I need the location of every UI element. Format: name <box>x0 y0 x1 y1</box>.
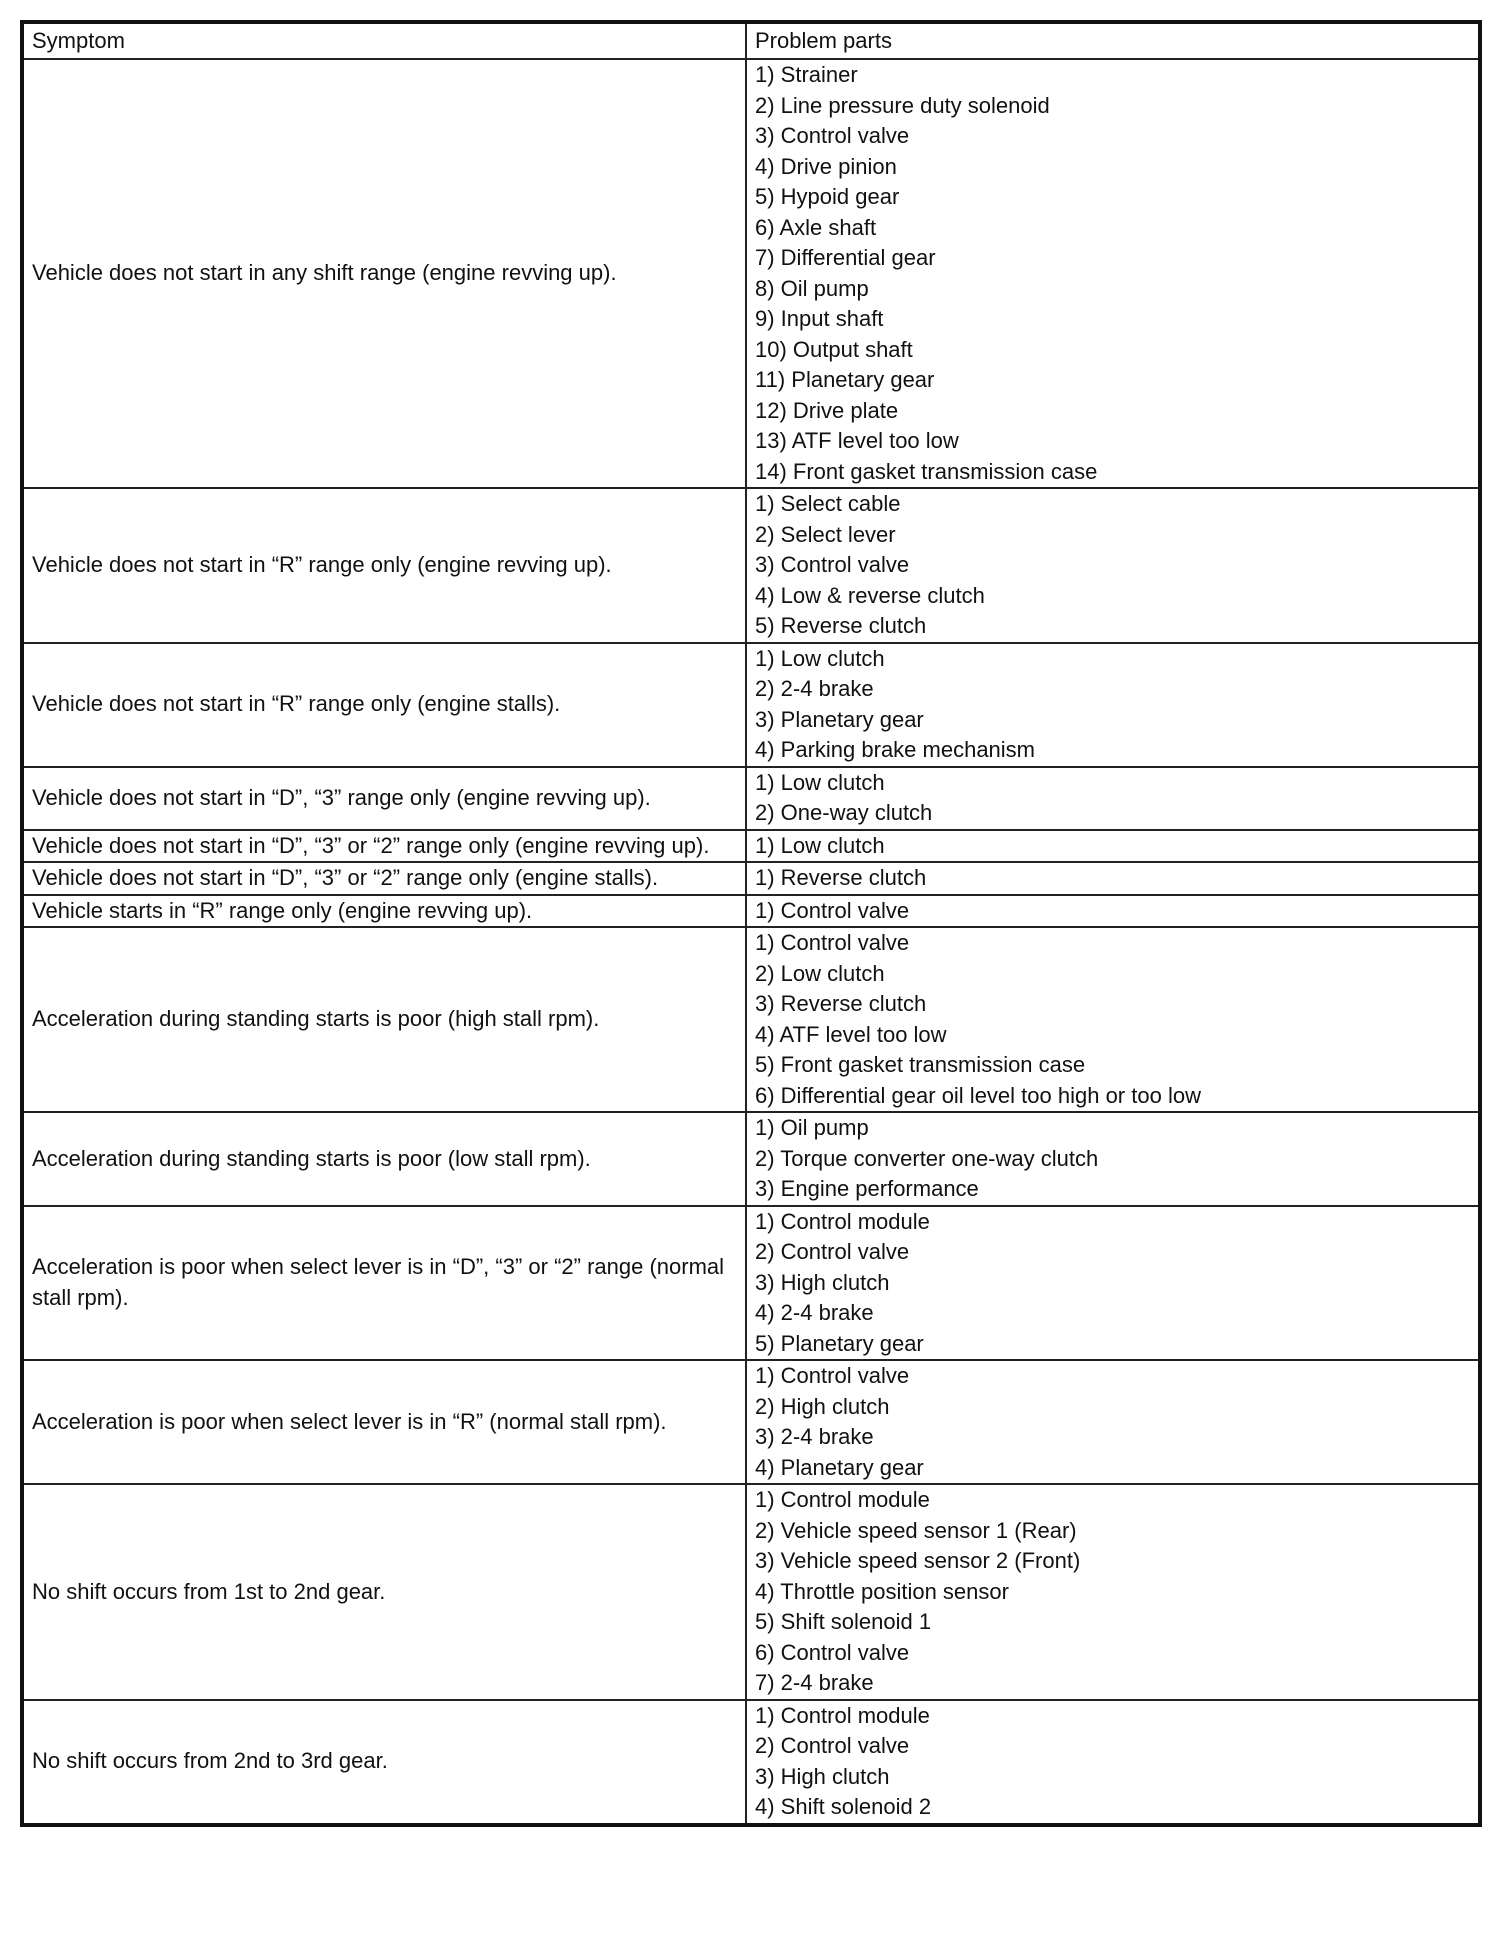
table-row <box>22 643 1480 767</box>
table-row <box>22 895 1480 928</box>
problem-part-item: 3) Control valve <box>755 552 910 577</box>
problem-parts-cell <box>746 59 1480 488</box>
problem-part-item: 4) ATF level too low <box>755 1021 947 1047</box>
problem-part-item: 3) Engine performance <box>755 1176 979 1201</box>
problem-parts-cell <box>746 1112 1480 1206</box>
problem-part-item: 4) Low & reverse clutch <box>755 582 985 608</box>
problem-part-item: 5) Front gasket transmission case <box>755 1052 1086 1077</box>
problem-part-item: 2) One-way clutch <box>755 800 933 825</box>
table-row <box>22 59 1480 488</box>
problem-part-item: 3) Reverse clutch <box>755 991 927 1016</box>
problem-parts-cell <box>746 862 1480 895</box>
problem-parts-cell <box>746 643 1480 767</box>
problem-part-item: 3) Vehicle speed sensor 2 (Front) <box>755 1548 1081 1573</box>
symptom-cell: Vehicle does not start in “D”, “3” range only (engine revving up). <box>22 767 746 830</box>
troubleshooting-table <box>20 20 1482 1827</box>
problem-part-item: 1) Low clutch <box>755 832 885 858</box>
symptom-cell: Vehicle does not start in “D”, “3” or “2” range only (engine stalls). <box>22 862 746 895</box>
problem-part-item: 13) ATF level too low <box>755 428 959 453</box>
problem-part-item: 7) 2-4 brake <box>755 1670 874 1695</box>
problem-parts-cell <box>746 927 1480 1112</box>
problem-part-item: 3) Planetary gear <box>755 706 924 732</box>
table-row <box>22 488 1480 643</box>
symptom-cell: No shift occurs from 1st to 2nd gear. <box>22 1484 746 1700</box>
table-row <box>22 1700 1480 1825</box>
problem-part-item: 1) Oil pump <box>755 1115 869 1140</box>
symptom-column-header: Symptom <box>22 22 746 59</box>
problem-part-item: 1) Control valve <box>755 930 910 955</box>
table-body <box>22 59 1480 1825</box>
problem-part-item: 3) High clutch <box>755 1763 890 1789</box>
problem-part-item: 3) Control valve <box>755 123 910 148</box>
problem-parts-cell <box>746 1206 1480 1361</box>
symptom-cell: Acceleration during standing starts is poor (high stall rpm). <box>22 927 746 1112</box>
symptom-cell: Acceleration during standing starts is poor (low stall rpm). <box>22 1112 746 1206</box>
problem-part-item: 2) Control valve <box>755 1733 910 1758</box>
problem-part-item: 1) Control module <box>755 1208 930 1234</box>
problem-part-item: 5) Reverse clutch <box>755 613 927 638</box>
table-row <box>22 1206 1480 1361</box>
problem-part-item: 12) Drive plate <box>755 397 899 423</box>
problem-part-item: 4) Parking brake mechanism <box>755 737 1036 762</box>
symptom-cell: Vehicle does not start in “R” range only (engine revving up). <box>22 488 746 643</box>
problem-part-item: 14) Front gasket transmission case <box>755 458 1098 484</box>
problem-part-item: 1) Strainer <box>755 62 858 87</box>
problem-part-item: 2) Torque converter one-way clutch <box>755 1145 1099 1171</box>
problem-part-item: 5) Hypoid gear <box>755 184 900 209</box>
problem-part-item: 7) Differential gear <box>755 245 936 270</box>
table-row <box>22 1484 1480 1700</box>
problem-parts-cell <box>746 895 1480 928</box>
problem-part-item: 1) Reverse clutch <box>755 865 927 890</box>
problem-part-item: 1) Control valve <box>755 897 910 923</box>
table-row <box>22 767 1480 830</box>
symptom-cell: Vehicle does not start in “R” range only (engine stalls). <box>22 643 746 767</box>
problem-part-item: 2) 2-4 brake <box>755 676 874 701</box>
problem-part-item: 8) Oil pump <box>755 275 869 301</box>
table-row <box>22 927 1480 1112</box>
problem-part-item: 6) Axle shaft <box>755 214 877 240</box>
symptom-cell: Acceleration is poor when select lever is in “R” (normal stall rpm). <box>22 1360 746 1484</box>
problem-part-item: 1) Low clutch <box>755 769 885 795</box>
problem-part-item: 2) Low clutch <box>755 960 885 986</box>
problem-part-item: 2) Control valve <box>755 1239 910 1264</box>
problem-parts-cell <box>746 1360 1480 1484</box>
table-row <box>22 1360 1480 1484</box>
table-row <box>22 1112 1480 1206</box>
symptom-cell: Vehicle does not start in any shift range (engine revving up). <box>22 59 746 488</box>
problem-parts-cell <box>746 1484 1480 1700</box>
problem-part-item: 1) Control module <box>755 1487 930 1512</box>
problem-part-item: 2) Vehicle speed sensor 1 (Rear) <box>755 1517 1077 1543</box>
problem-parts-cell <box>746 1700 1480 1825</box>
problem-parts-cell <box>746 767 1480 830</box>
problem-part-item: 6) Control valve <box>755 1639 910 1665</box>
problem-part-item: 1) Control valve <box>755 1363 910 1388</box>
problem-part-item: 10) Output shaft <box>755 336 913 362</box>
symptom-cell: No shift occurs from 2nd to 3rd gear. <box>22 1700 746 1825</box>
problem-part-item: 4) Planetary gear <box>755 1454 924 1480</box>
problem-part-item: 4) 2-4 brake <box>755 1300 874 1325</box>
problem-parts-column-header: Problem parts <box>746 22 1480 59</box>
problem-parts-cell <box>746 488 1480 643</box>
problem-part-item: 2) Line pressure duty solenoid <box>755 92 1050 118</box>
problem-part-item: 2) Select lever <box>755 521 896 547</box>
problem-part-item: 5) Planetary gear <box>755 1330 924 1356</box>
symptom-cell: Acceleration is poor when select lever is in “D”, “3” or “2” range (normal stall rpm). <box>22 1206 746 1361</box>
problem-parts-cell <box>746 830 1480 863</box>
problem-part-item: 11) Planetary gear <box>755 367 935 392</box>
symptom-cell: Vehicle starts in “R” range only (engine revving up). <box>22 895 746 928</box>
table-row <box>22 830 1480 863</box>
problem-part-item: 1) Select cable <box>755 491 901 516</box>
problem-part-item: 6) Differential gear oil level too high or too low <box>755 1082 1201 1108</box>
problem-part-item: 5) Shift solenoid 1 <box>755 1609 932 1634</box>
problem-part-item: 2) High clutch <box>755 1393 890 1419</box>
problem-part-item: 1) Low clutch <box>755 645 885 671</box>
problem-part-item: 3) 2-4 brake <box>755 1424 874 1449</box>
problem-part-item: 4) Shift solenoid 2 <box>755 1794 932 1819</box>
table-header-row <box>22 22 1480 59</box>
table-row <box>22 862 1480 895</box>
problem-part-item: 3) High clutch <box>755 1269 890 1295</box>
problem-part-item: 4) Drive pinion <box>755 153 897 179</box>
problem-part-item: 1) Control module <box>755 1702 930 1728</box>
problem-part-item: 4) Throttle position sensor <box>755 1578 1009 1604</box>
symptom-cell: Vehicle does not start in “D”, “3” or “2” range only (engine revving up). <box>22 830 746 863</box>
problem-part-item: 9) Input shaft <box>755 306 884 331</box>
